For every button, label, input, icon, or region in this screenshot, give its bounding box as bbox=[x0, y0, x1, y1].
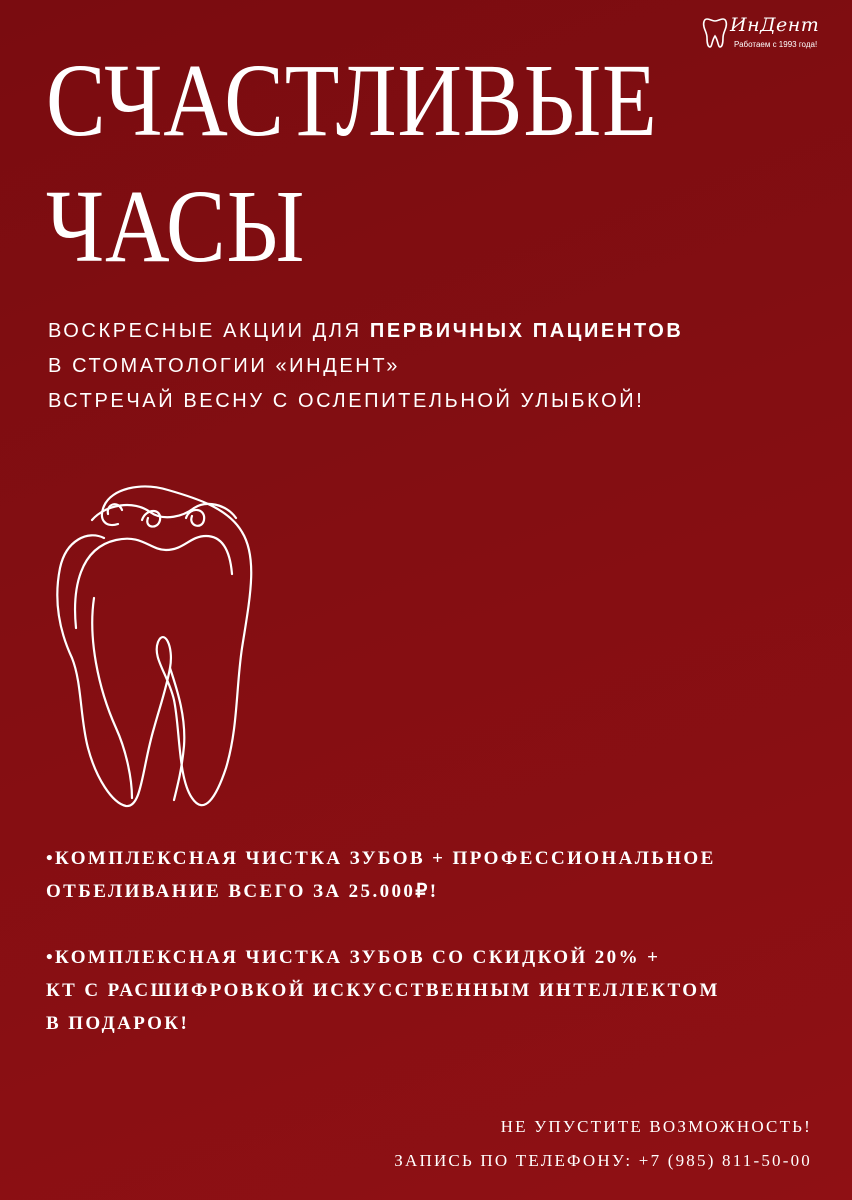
footer-call-to-action: НЕ УПУСТИТЕ ВОЗМОЖНОСТЬ! bbox=[500, 1117, 812, 1136]
offers-list bbox=[46, 842, 720, 1073]
page-title bbox=[46, 38, 658, 290]
footer-contact bbox=[394, 1110, 812, 1178]
intro-line-1-bold: ПЕРВИЧНЫХ ПАЦИЕНТОВ bbox=[369, 320, 684, 342]
footer-phone[interactable]: ЗАПИСЬ ПО ТЕЛЕФОНУ: +7 (985) 811-50-00 bbox=[394, 1151, 812, 1170]
title-line-1: СЧАСТЛИВЫЕ bbox=[46, 43, 658, 158]
brand-tagline: Работаем с 1993 года! bbox=[734, 40, 818, 49]
offer-line: •КОМПЛЕКСНАЯ ЧИСТКА ЗУБОВ + ПРОФЕССИОНАЛЬНОЕ bbox=[46, 848, 716, 869]
intro-line-1 bbox=[48, 314, 683, 349]
offer-item bbox=[46, 842, 720, 908]
offer-item bbox=[46, 941, 720, 1040]
offer-line: ОТБЕЛИВАНИЕ ВСЕГО ЗА 25.000₽! bbox=[46, 881, 439, 902]
brand-name: ИнДент bbox=[730, 14, 820, 36]
intro-line-1-prefix: ВОСКРЕСНЫЕ АКЦИИ ДЛЯ bbox=[48, 320, 362, 342]
brand-logo bbox=[698, 14, 840, 54]
offer-line: КТ С РАСШИФРОВКОЙ ИСКУССТВЕННЫМ ИНТЕЛЛЕКТОМ bbox=[46, 980, 720, 1001]
tooth-line-art-icon bbox=[46, 478, 266, 823]
intro-line-2: В СТОМАТОЛОГИИ «ИНДЕНТ» bbox=[48, 355, 400, 377]
intro-line-3: ВСТРЕЧАЙ ВЕСНУ С ОСЛЕПИТЕЛЬНОЙ УЛЫБКОЙ! bbox=[48, 390, 645, 412]
title-line-2: ЧАСЫ bbox=[46, 169, 306, 284]
offer-line: В ПОДАРОК! bbox=[46, 1013, 190, 1034]
intro-text bbox=[48, 314, 683, 419]
offer-line: •КОМПЛЕКСНАЯ ЧИСТКА ЗУБОВ СО СКИДКОЙ 20% + bbox=[46, 947, 661, 968]
tooth-icon bbox=[702, 16, 728, 48]
